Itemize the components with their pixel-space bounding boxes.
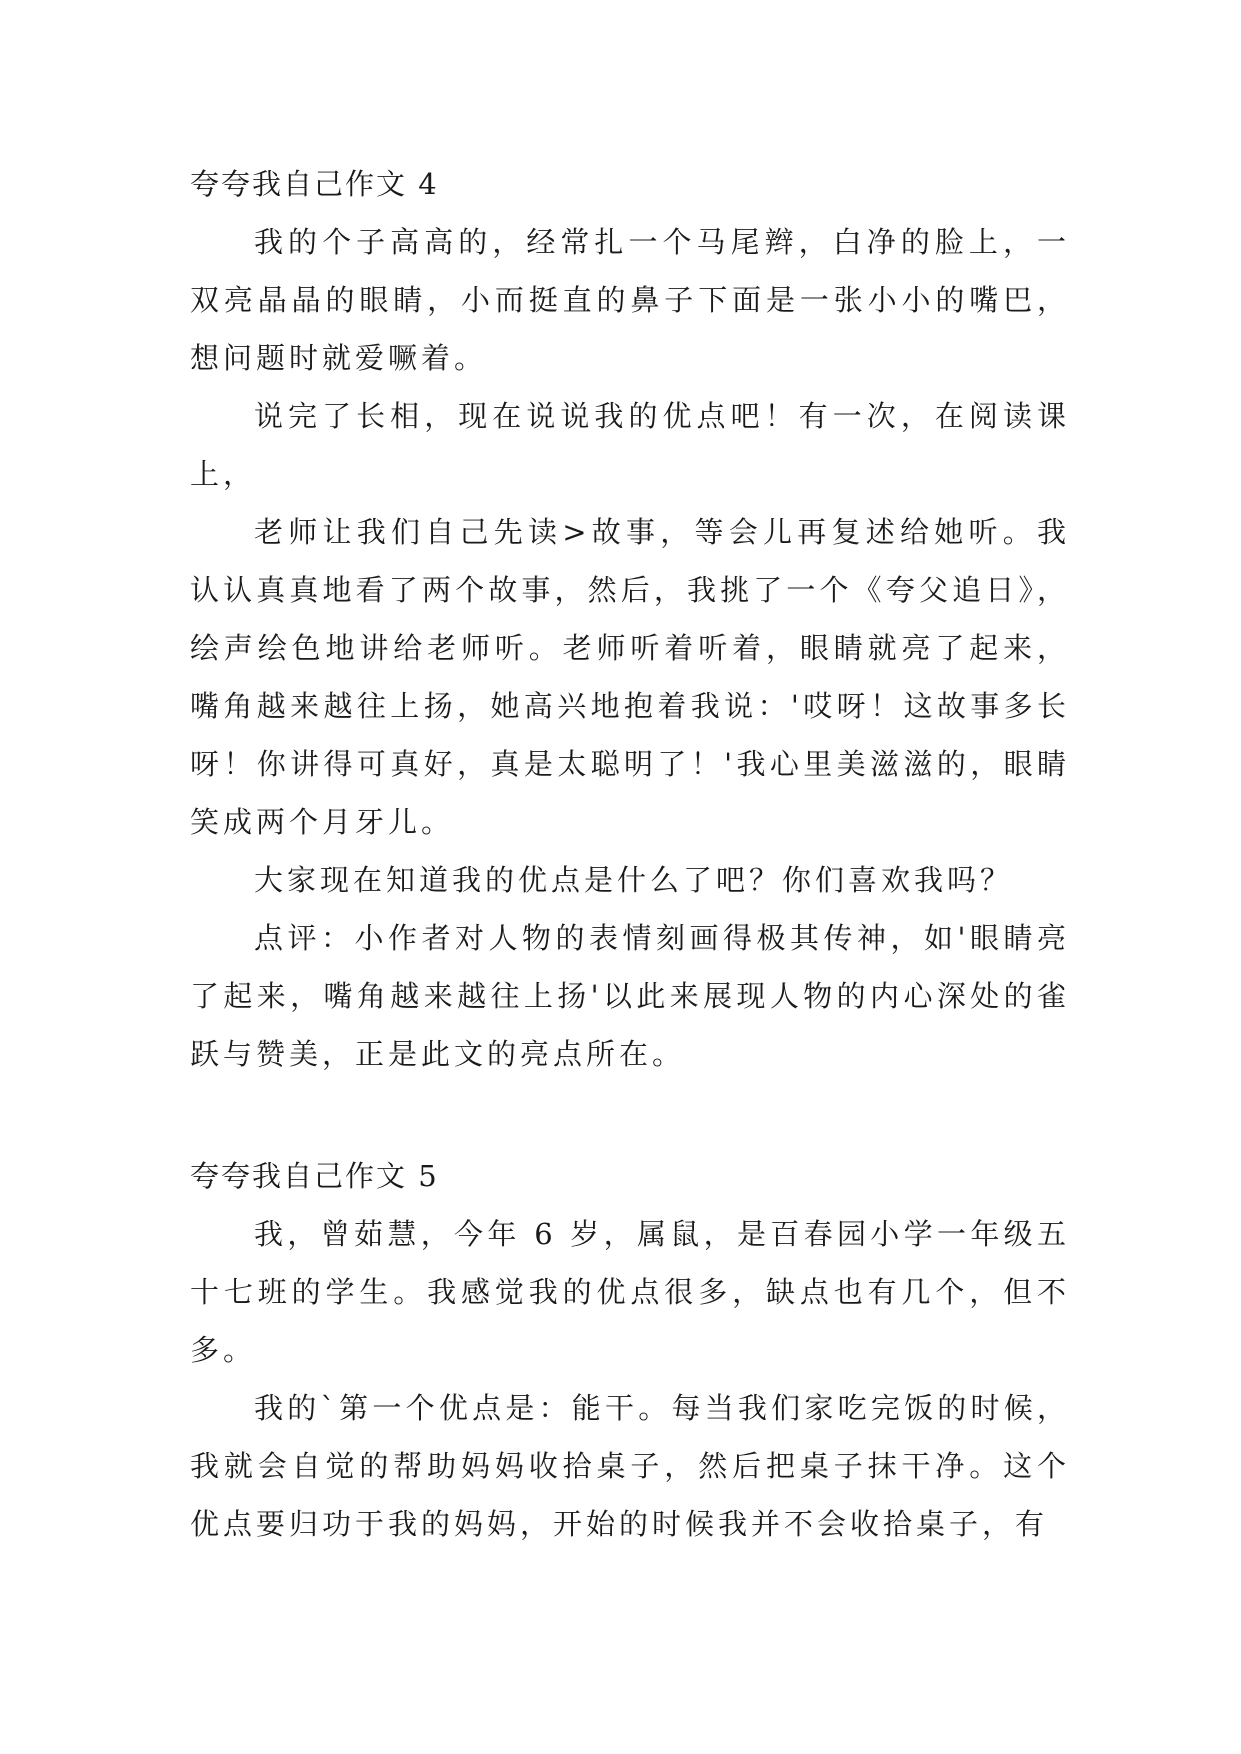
essay-title: 夸夸我自己作文 5: [190, 1159, 439, 1193]
paragraph: 说完了长相，现在说说我的优点吧！有一次，在阅读课上，: [190, 399, 1070, 491]
paragraph: 我的个子高高的，经常扎一个马尾辫，白净的脸上，一双亮晶晶的眼睛，小而挺直的鼻子下面是一张小小的嘴巴，想问题时就爱噘着。: [190, 225, 1070, 375]
essay-title: 夸夸我自己作文 4: [190, 167, 439, 201]
essay-section-5: [190, 1147, 1070, 1553]
paragraph: 我的`第一个优点是：能干。每当我们家吃完饭的时候，我就会自觉的帮助妈妈收拾桌子，然后把桌子抹干净。这个优点要归功于我的妈妈，开始的时候我并不会收拾桌子，有: [190, 1391, 1070, 1541]
paragraph: 点评：小作者对人物的表情刻画得极其传神，如'眼睛亮了起来，嘴角越来越往上扬'以此来展现人物的内心深处的雀跃与赞美，正是此文的亮点所在。: [190, 921, 1070, 1071]
document-page: [190, 155, 1070, 1553]
paragraph: 我，曾茹慧，今年 6 岁，属鼠，是百春园小学一年级五十七班的学生。我感觉我的优点很多，缺点也有几个，但不多。: [190, 1217, 1070, 1367]
paragraph: 老师让我们自己先读>故事，等会儿再复述给她听。我认认真真地看了两个故事，然后，我挑了一个《夸父追日》，绘声绘色地讲给老师听。老师听着听着，眼睛就亮了起来，嘴角越来越往上扬，她高兴地抱着我说：'哎呀！这故事多长呀！你讲得可真好，真是太聪明了！'我心里美滋滋的，眼睛笑成两个月牙儿。: [190, 515, 1070, 839]
paragraph: 大家现在知道我的优点是什么了吧？你们喜欢我吗？: [254, 863, 1014, 897]
essay-section-4: [190, 155, 1070, 1083]
